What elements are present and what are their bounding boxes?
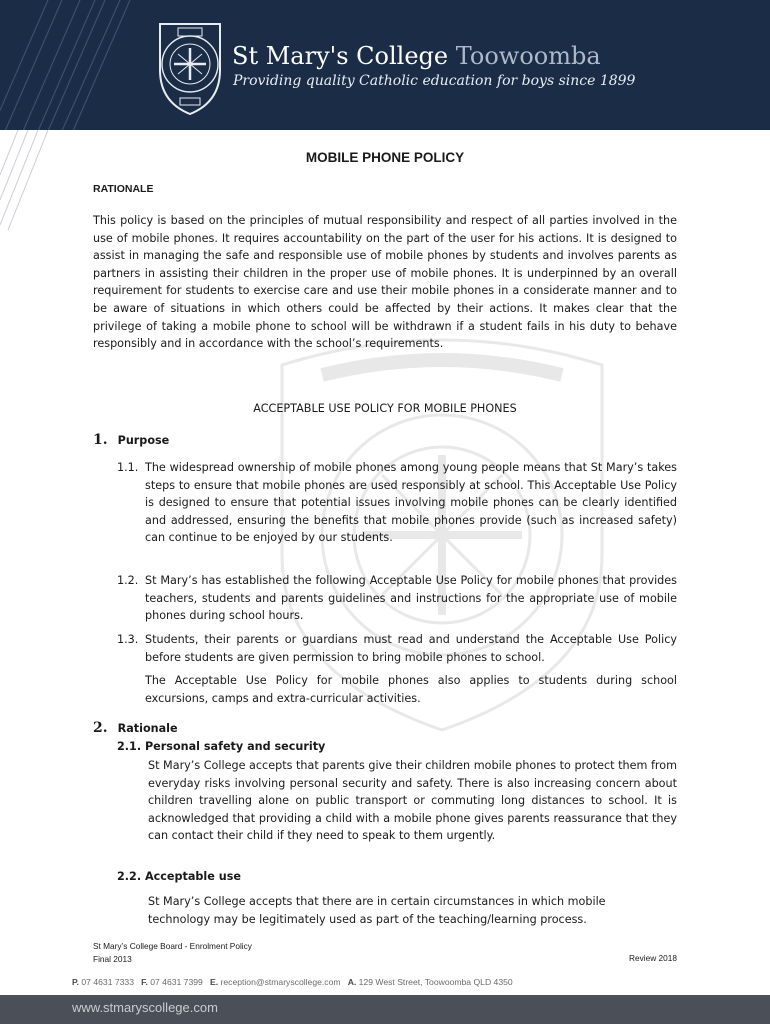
section-title: Purpose (117, 434, 170, 447)
section-heading-rationale (93, 720, 178, 736)
subsection-heading (117, 740, 325, 753)
subsection-number: 2.2. (117, 870, 142, 883)
website-link[interactable]: www.stmaryscollege.com (72, 1000, 218, 1015)
subsection-text: St Mary’s College accepts that parents give their children mobile phones to protect them from everyday risks involving personal security and safety. There is also increasing concern about children travelling alone on public transport or commuting long distances to school. It is acknowledged that providing a child with a mobile phone gives parents reassurance that they can contact their child if they need to speak to them urgently. (148, 759, 677, 843)
item-number: 1.2. (117, 574, 139, 587)
footer-info (93, 940, 252, 965)
rationale-label: RATIONALE (93, 183, 154, 195)
footer-line-1: St Mary’s College Board - Enrolment Policy (93, 941, 252, 951)
college-tagline: Providing quality Catholic education for boys since 1899 (233, 73, 636, 89)
item-text: The widespread ownership of mobile phones among young people means that St Mary’s takes steps to ensure that mobile phones are used responsibly at school. This Acceptable Use Policy is designed to ensure that potential issues involving mobile phones can be clearly identified and addressed, ensuring the benefits that mobile phones provide (such as increased safety) can continue to be enjoyed by our students. (145, 461, 677, 545)
subsection-text: St Mary’s College accepts that there are in certain circumstances in which mobile technology may be legitimately used as part of the teaching/learning process. (148, 895, 606, 926)
contact-line (72, 977, 513, 987)
footer-review: Review 2018 (629, 953, 677, 963)
email-address[interactable]: reception@stmaryscollege.com (220, 977, 341, 987)
list-item (117, 459, 677, 547)
subsection-title: Personal safety and security (144, 740, 326, 753)
fax-number: 07 4631 7399 (150, 977, 203, 987)
item-text: St Mary’s has established the following Acceptable Use Policy for mobile phones that provides teachers, students and parents guidelines and instructions for the appropriate use of mobile phones during school hours. (145, 574, 677, 623)
list-item (117, 572, 677, 625)
email-label: E. (209, 977, 219, 987)
extra-paragraph: The Acceptable Use Policy for mobile phones also applies to students during school excursions, camps and extra-curricular activities. (145, 674, 677, 705)
fax-label: F. (141, 977, 148, 987)
rationale-paragraph: This policy is based on the principles of mutual responsibility and respect of all parties involved in the use of mobile phones. It requires accountability on the part of the user for his actions. It is designed to assist in managing the safe and responsible use of mobile phones by students and involves parents as partners in assisting their children in the proper use of mobile phones. It is underpinned by an overall requirement for students to exercise care and use their mobile phones in a considerate manner and to be aware of situations in which others could be affected by their actions. It makes clear that the privilege of taking a mobile phone to school will be withdrawn if a student fails in his duty to behave responsibly and in accordance with the school’s requirements. (93, 214, 677, 351)
footer-line-2: Final 2013 (93, 953, 132, 964)
subsection-number: 2.1. (117, 740, 142, 753)
header-band (0, 0, 770, 130)
address-label: A. (347, 977, 357, 987)
college-name-place: Toowoomba (455, 42, 601, 70)
section-title: Rationale (117, 722, 178, 735)
section-heading-purpose (93, 432, 169, 448)
subsection-heading (117, 870, 241, 883)
college-crest-logo (152, 14, 228, 118)
phone-number: 07 4631 7333 (81, 977, 134, 987)
item-text: Students, their parents or guardians must read and understand the Acceptable Use Policy before students are given permission to bring mobile phones to school. (145, 633, 677, 664)
street-address: 129 West Street, Toowoomba QLD 4350 (358, 977, 513, 987)
subsection-title: Acceptable use (144, 870, 241, 883)
document-title: MOBILE PHONE POLICY (305, 150, 465, 165)
section-number: 2. (93, 720, 108, 736)
phone-label: P. (72, 977, 80, 987)
section-number: 1. (93, 432, 108, 448)
list-item (117, 631, 677, 666)
aup-heading: ACCEPTABLE USE POLICY FOR MOBILE PHONES (253, 402, 517, 415)
college-name-main: St Mary's College (232, 42, 449, 70)
item-number: 1.1. (117, 461, 139, 474)
item-number: 1.3. (117, 633, 139, 646)
college-name (232, 42, 601, 70)
